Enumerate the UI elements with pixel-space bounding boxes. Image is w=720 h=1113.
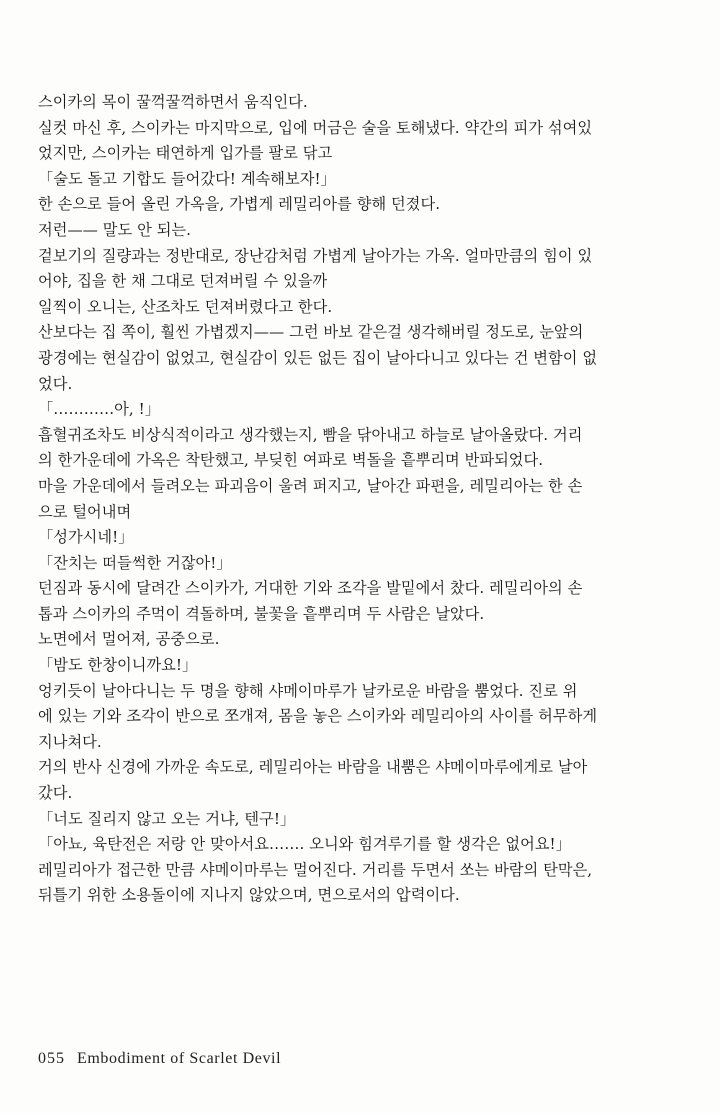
text-line: 지나쳐다. xyxy=(38,732,102,751)
text-line: 저런—— 말도 안 되는. xyxy=(38,220,192,239)
text-line: 겉보기의 질량과는 정반대로, 장난감처럼 가볍게 날아가는 가옥. 얼마만큼의 힘이 있 xyxy=(38,246,593,265)
text-line: 톱과 스이카의 주먹이 격돌하며, 불꽃을 흩뿌리며 두 사람은 날았다. xyxy=(38,604,485,623)
text-line: 「잔치는 떠들썩한 거잖아!」 xyxy=(38,553,232,572)
text-line: 「…………아, !」 xyxy=(38,400,161,419)
body-text xyxy=(38,90,686,909)
text-line: 일찍이 오니는, 산조차도 던져버렸다고 한다. xyxy=(38,297,333,316)
text-line: 흡혈귀조차도 비상식적이라고 생각했는지, 빰을 닦아내고 하늘로 날아올랐다. 거리 xyxy=(38,425,583,444)
text-line: 었다. xyxy=(38,374,73,393)
text-line: 「성가시네!」 xyxy=(38,528,134,547)
text-line: 실컷 마신 후, 스이카는 마지막으로, 입에 머금은 술을 토해냈다. 약간의 피가 섞여있 xyxy=(38,118,593,137)
text-line: 의 한가운데에 가옥은 착탄했고, 부딪힌 여파로 벽돌을 흩뿌리며 반파되었다. xyxy=(38,451,544,470)
text-line: 「밤도 한창이니까요!」 xyxy=(38,656,198,675)
text-line: 던짐과 동시에 달려간 스이카가, 거대한 기와 조각을 발밑에서 찼다. 레밀리아의 손 xyxy=(38,579,583,598)
text-line: 「너도 질리지 않고 오는 거냐, 텐구!」 xyxy=(38,809,296,828)
text-line: 「아뇨, 육탄전은 저랑 안 맞아서요……. 오니와 힘겨루기를 할 생각은 없어요!」 xyxy=(38,835,571,854)
text-line: 마을 가운데에서 들려오는 파괴음이 울려 퍼지고, 날아간 파편을, 레밀리아는 한 손 xyxy=(38,476,583,495)
text-line: 으로 털어내며 xyxy=(38,502,132,521)
text-line: 거의 반사 신경에 가까운 속도로, 레밀리아는 바람을 내뿜은 샤메이마루에게로 날아 xyxy=(38,758,588,777)
text-line: 한 손으로 들어 올린 가옥을, 가볍게 레밀리아를 향해 던졌다. xyxy=(38,195,441,214)
text-line: 었지만, 스이카는 태연하게 입가를 팔로 닦고 xyxy=(38,144,333,163)
text-line: 「술도 돌고 기합도 들어갔다! 계속해보자!」 xyxy=(38,169,336,188)
text-line: 에 있는 기와 조각이 반으로 쪼개져, 몸을 놓은 스이카와 레밀리아의 사이를 허무하게 xyxy=(38,707,598,726)
text-line: 갔다. xyxy=(38,784,73,803)
text-line: 광경에는 현실감이 없었고, 현실감이 있든 없든 집이 날아다니고 있다는 건 변함이 없 xyxy=(38,348,598,367)
text-line: 스이카의 목이 꿀꺽꿀꺽하면서 움직인다. xyxy=(38,93,308,111)
text-line: 노면에서 멀어져, 공중으로. xyxy=(38,630,220,649)
text-line: 레밀리아가 접근한 만큼 샤메이마루는 멀어진다. 거리를 두면서 쏘는 바람의 탄막은, xyxy=(38,860,593,879)
text-line: 어야, 집을 한 채 그대로 던져버릴 수 있을까 xyxy=(38,272,328,291)
text-line: 엉키듯이 날아다니는 두 명을 향해 샤메이마루가 날카로운 바람을 뿜었다. 진로 위 xyxy=(38,681,578,700)
text-line: 뒤틀기 위한 소용돌이에 지나지 않았으며, 면으로서의 압력이다. xyxy=(38,886,460,905)
text-line: 산보다는 집 쪽이, 훨씬 가볍겠지—— 그런 바보 같은걸 생각해버릴 정도로, 눈앞의 xyxy=(38,323,584,342)
page-footer xyxy=(38,1050,281,1068)
page-number: 055 xyxy=(38,1050,65,1067)
running-title: Embodiment of Scarlet Devil xyxy=(77,1050,282,1067)
